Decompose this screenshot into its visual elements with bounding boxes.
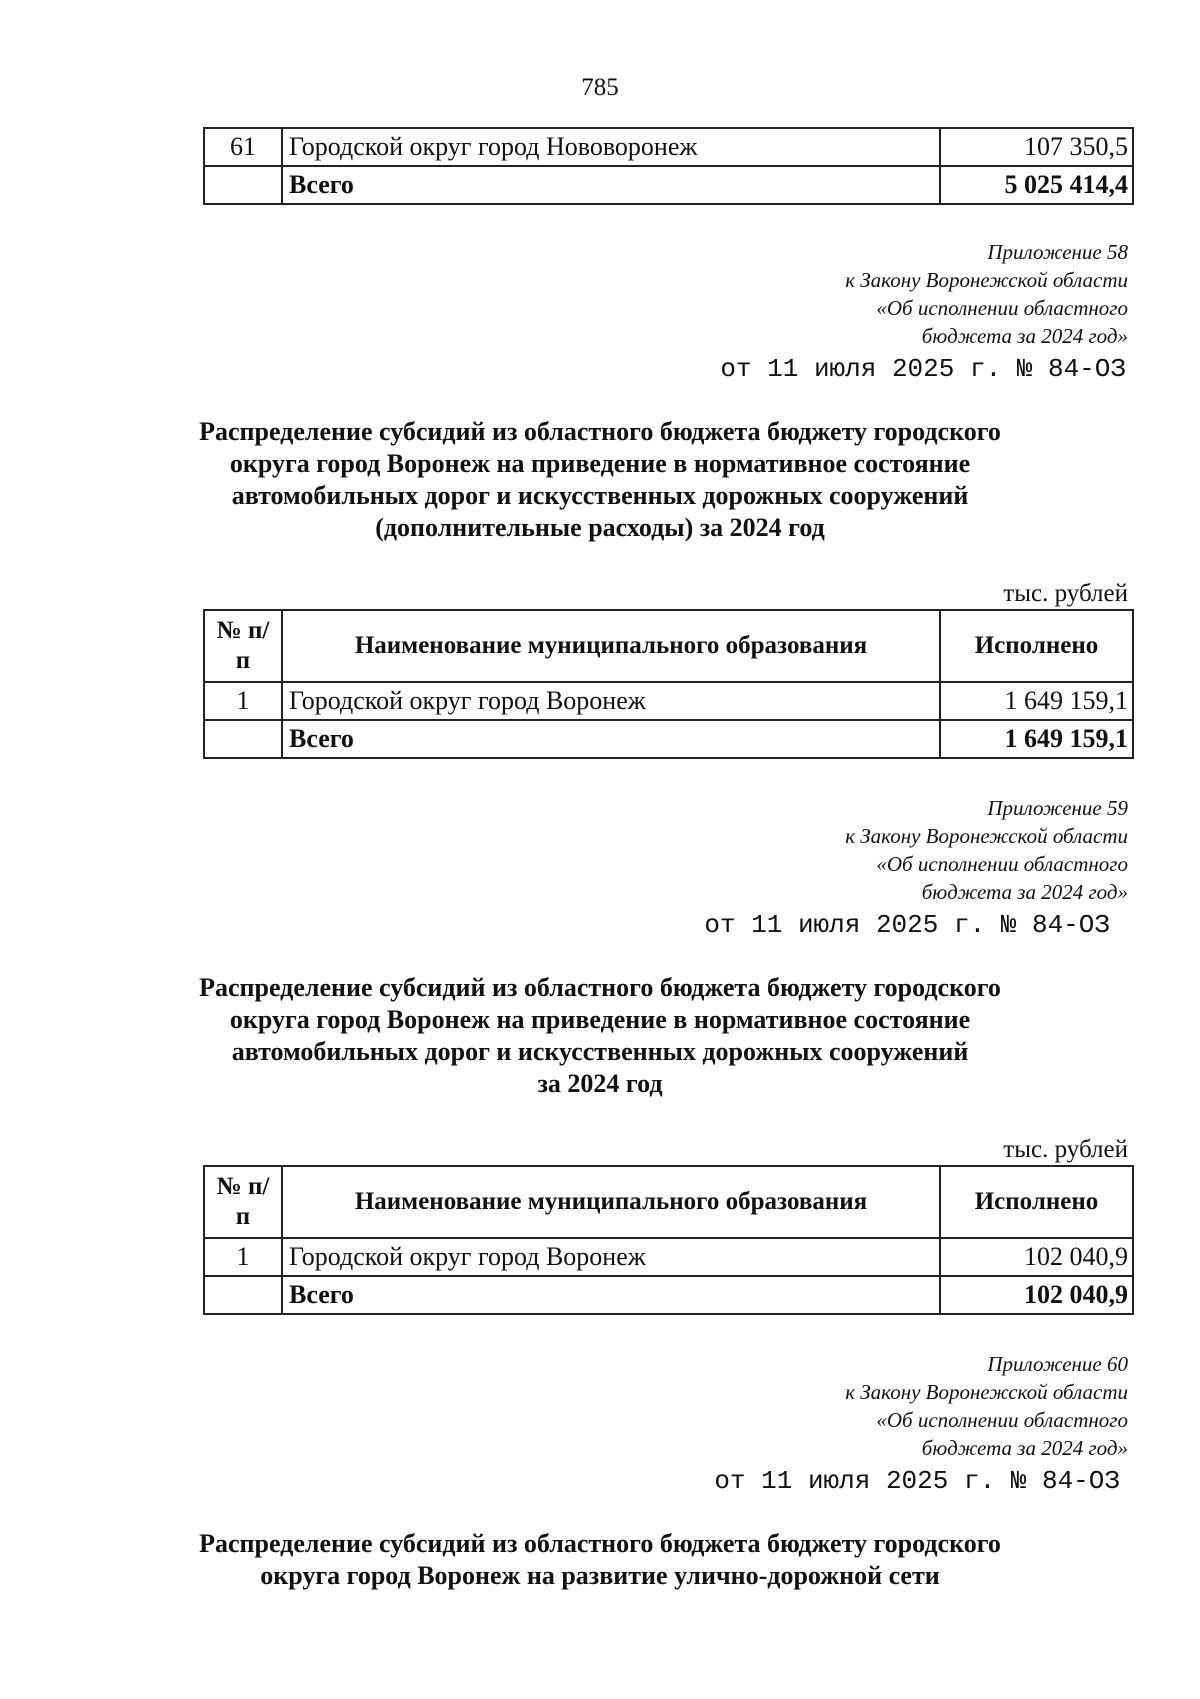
total-label: Всего — [282, 1276, 940, 1314]
appendix-label: Приложение 59 — [987, 796, 1128, 820]
unit-label: тыс. рублей — [1003, 580, 1128, 607]
row-number — [204, 166, 282, 204]
total-value: 5 025 414,4 — [940, 166, 1133, 204]
total-value: 102 040,9 — [940, 1276, 1133, 1314]
title-line: Распределение субсидий из областного бюджета бюджету городского — [199, 973, 1001, 1002]
unit-label: тыс. рублей — [1003, 1136, 1128, 1163]
appendix-law-title: «Об исполнении областного — [876, 1408, 1128, 1432]
appendix-label: Приложение 60 — [987, 1352, 1128, 1376]
row-number — [204, 1276, 282, 1314]
continuation-table — [203, 127, 1134, 205]
title-line: автомобильных дорог и искусственных дорожных сооружений — [231, 1037, 969, 1066]
total-value: 1 649 159,1 — [940, 720, 1133, 758]
title-line: округа город Воронеж на приведение в нормативное состояние — [229, 449, 971, 478]
municipality-name: Городской округ город Нововоронеж — [282, 128, 940, 166]
page-number: 785 — [581, 74, 619, 101]
appendix-law: к Закону Воронежской области — [845, 268, 1128, 292]
appendix-58-header — [428, 238, 1128, 350]
appendix-date: от 11 июля 2025 г. № 84-ОЗ — [720, 354, 1126, 384]
header-number: № п/п — [204, 610, 282, 682]
section-title — [150, 416, 1050, 544]
total-row — [204, 166, 1133, 204]
total-label: Всего — [282, 166, 940, 204]
header-executed: Исполнено — [940, 1166, 1133, 1238]
municipality-name: Городской округ город Воронеж — [282, 1238, 940, 1276]
appendix-date: от 11 июля 2025 г. № 84-ОЗ — [704, 910, 1110, 940]
row-value: 107 350,5 — [940, 128, 1133, 166]
municipality-name: Городской округ город Воронеж — [282, 682, 940, 720]
appendix-law: к Закону Воронежской области — [845, 824, 1128, 848]
table-row — [204, 682, 1133, 720]
section-title — [150, 972, 1050, 1100]
appendix-law: к Закону Воронежской области — [845, 1380, 1128, 1404]
header-executed: Исполнено — [940, 610, 1133, 682]
appendix-law-title: бюджета за 2024 год» — [921, 324, 1128, 348]
title-line: за 2024 год — [537, 1069, 663, 1098]
row-value: 102 040,9 — [940, 1238, 1133, 1276]
row-value: 1 649 159,1 — [940, 682, 1133, 720]
title-line: Распределение субсидий из областного бюджета бюджету городского — [199, 417, 1001, 446]
title-line: округа город Воронеж на приведение в нормативное состояние — [229, 1005, 971, 1034]
appendix-60-header — [428, 1350, 1128, 1462]
appendix-59-table — [203, 1165, 1134, 1315]
appendix-law-title: «Об исполнении областного — [876, 852, 1128, 876]
row-number — [204, 720, 282, 758]
table-header — [204, 1166, 1133, 1238]
title-line: автомобильных дорог и искусственных дорожных сооружений — [231, 481, 969, 510]
total-row — [204, 1276, 1133, 1314]
row-number: 61 — [204, 128, 282, 166]
row-number: 1 — [204, 682, 282, 720]
appendix-59-header — [428, 794, 1128, 906]
title-line: округа город Воронеж на развитие улично-дорожной сети — [260, 1561, 940, 1590]
table-row — [204, 1238, 1133, 1276]
appendix-date: от 11 июля 2025 г. № 84-ОЗ — [714, 1466, 1120, 1496]
appendix-law-title: бюджета за 2024 год» — [921, 880, 1128, 904]
total-row — [204, 720, 1133, 758]
header-name: Наименование муниципального образования — [282, 610, 940, 682]
title-line: Распределение субсидий из областного бюджета бюджету городского — [199, 1529, 1001, 1558]
section-title — [150, 1528, 1050, 1592]
table-row — [204, 128, 1133, 166]
appendix-label: Приложение 58 — [987, 240, 1128, 264]
title-line: (дополнительные расходы) за 2024 год — [375, 513, 825, 542]
header-name: Наименование муниципального образования — [282, 1166, 940, 1238]
row-number: 1 — [204, 1238, 282, 1276]
appendix-58-table — [203, 609, 1134, 759]
total-label: Всего — [282, 720, 940, 758]
appendix-law-title: бюджета за 2024 год» — [921, 1436, 1128, 1460]
header-number: № п/п — [204, 1166, 282, 1238]
appendix-law-title: «Об исполнении областного — [876, 296, 1128, 320]
table-header — [204, 610, 1133, 682]
